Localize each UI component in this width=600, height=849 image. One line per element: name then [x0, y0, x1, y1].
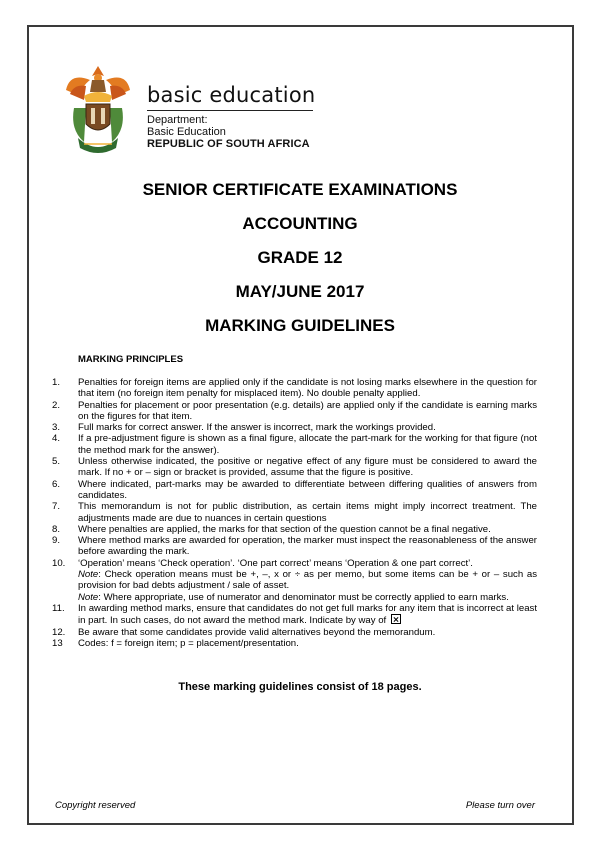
- list-item: [52, 400, 537, 423]
- item-text: Be aware that some candidates provide valid alternatives beyond the memorandum.: [78, 626, 436, 638]
- exam-title: SENIOR CERTIFICATE EXAMINATIONS: [142, 180, 458, 199]
- footer-copyright: Copyright reserved: [55, 800, 136, 811]
- list-item: [52, 377, 537, 400]
- brand-name: basic education: [147, 83, 316, 107]
- grade-title: GRADE 12: [257, 248, 343, 267]
- item-number: 6.: [52, 478, 61, 490]
- document-title: MARKING GUIDELINES: [205, 316, 395, 335]
- note-label: Note: [78, 569, 99, 581]
- list-item: [52, 479, 537, 502]
- item-text: Unless otherwise indicated, the positive or negative effect of any figure must be considered to award the mark. If no + or – sign or bracket is provided, assume that the figure is positive.: [78, 456, 537, 479]
- list-item: [52, 524, 537, 535]
- item-number: 1.: [52, 377, 61, 388]
- item-text: Penalties for placement or poor presentation (e.g. details) are applied only if the candidate is earning marks on the figures for that item.: [78, 399, 537, 422]
- item-text-block: [78, 603, 537, 627]
- item-number: 3.: [52, 422, 61, 434]
- session-title: MAY/JUNE 2017: [235, 282, 365, 301]
- item-number: 12.: [52, 626, 66, 638]
- item-text: In awarding method marks, ensure that candidates do not get full marks for any item that is incorrect at least in part. In such cases, do not award the method mark. Indicate by way of: [78, 602, 537, 627]
- note-text: : Where appropriate, use of numerator and denominator must be correctly applied to earn marks.: [98, 591, 509, 603]
- note-text: : Check operation means must be +, –, x or ÷ as per memo, but some items can be + or – such as provision for bad debts adjustment / sale of asset.: [78, 569, 537, 592]
- list-item: [52, 638, 537, 649]
- list-item: [52, 535, 537, 558]
- item-number: 9.: [52, 535, 61, 547]
- item-text: Full marks for correct answer. If the answer is incorrect, mark the workings provided.: [78, 422, 436, 434]
- item-number: 8.: [52, 523, 61, 535]
- footer-turn-over: Please turn over: [465, 800, 535, 811]
- coat-of-arms-logo: [60, 64, 136, 154]
- principles-list: [52, 377, 537, 649]
- page-count-note: These marking guidelines consist of 18 pages.: [178, 681, 422, 693]
- item-text: Where method marks are awarded for operation, the marker must inspect the reasonableness of the answer before awarding the mark.: [78, 535, 537, 558]
- item-text: This memorandum is not for public distribution, as certain items might imply incorrect treatment. The adjustments made are due to nuances in certain questions: [78, 501, 537, 524]
- country-name: REPUBLIC OF SOUTH AFRICA: [147, 138, 310, 150]
- item-text-block: [78, 558, 537, 603]
- item-number: 11.: [52, 602, 65, 614]
- item-number: 2.: [52, 399, 61, 411]
- department-label: Department:: [147, 114, 208, 126]
- list-item: [52, 422, 537, 433]
- item-text: Where indicated, part-marks may be awarded to differentiate between differing qualities of answers from candidates.: [78, 478, 537, 501]
- note-label: Note: [78, 591, 99, 603]
- item-text: If a pre-adjustment figure is shown as a final figure, allocate the part-mark for the working for that figure (not the method mark for the answer).: [78, 433, 537, 456]
- item-number: 5.: [52, 456, 61, 468]
- item-number: 7.: [52, 501, 61, 513]
- list-item: [52, 433, 537, 456]
- department-block: [147, 114, 310, 150]
- list-item: [52, 501, 537, 524]
- list-item: [52, 456, 537, 479]
- item-text: Where penalties are applied, the marks for that section of the question cannot be a final negative.: [78, 523, 491, 535]
- brand-divider: [147, 110, 313, 111]
- item-text: ‘Operation’ means ‘Check operation’. ‘One part correct’ means ‘Operation & one part correct’.: [78, 557, 473, 569]
- item-number: 4.: [52, 433, 61, 445]
- item-number: 10.: [52, 557, 66, 569]
- item-text: Codes: f = foreign item; p = placement/presentation.: [78, 637, 299, 649]
- list-item: [52, 558, 537, 603]
- department-name: Basic Education: [147, 126, 226, 138]
- subject-title: ACCOUNTING: [242, 214, 358, 233]
- item-text: Penalties for foreign items are applied only if the candidate is not losing marks elsewhere in the question for that item (no foreign item penalty for misplaced item). No double penalty applied.: [78, 377, 537, 400]
- item-number: 13: [52, 637, 63, 649]
- list-item: [52, 627, 537, 638]
- principles-heading: MARKING PRINCIPLES: [78, 354, 184, 365]
- list-item: [52, 603, 537, 627]
- boxed-cross-icon: [391, 614, 401, 624]
